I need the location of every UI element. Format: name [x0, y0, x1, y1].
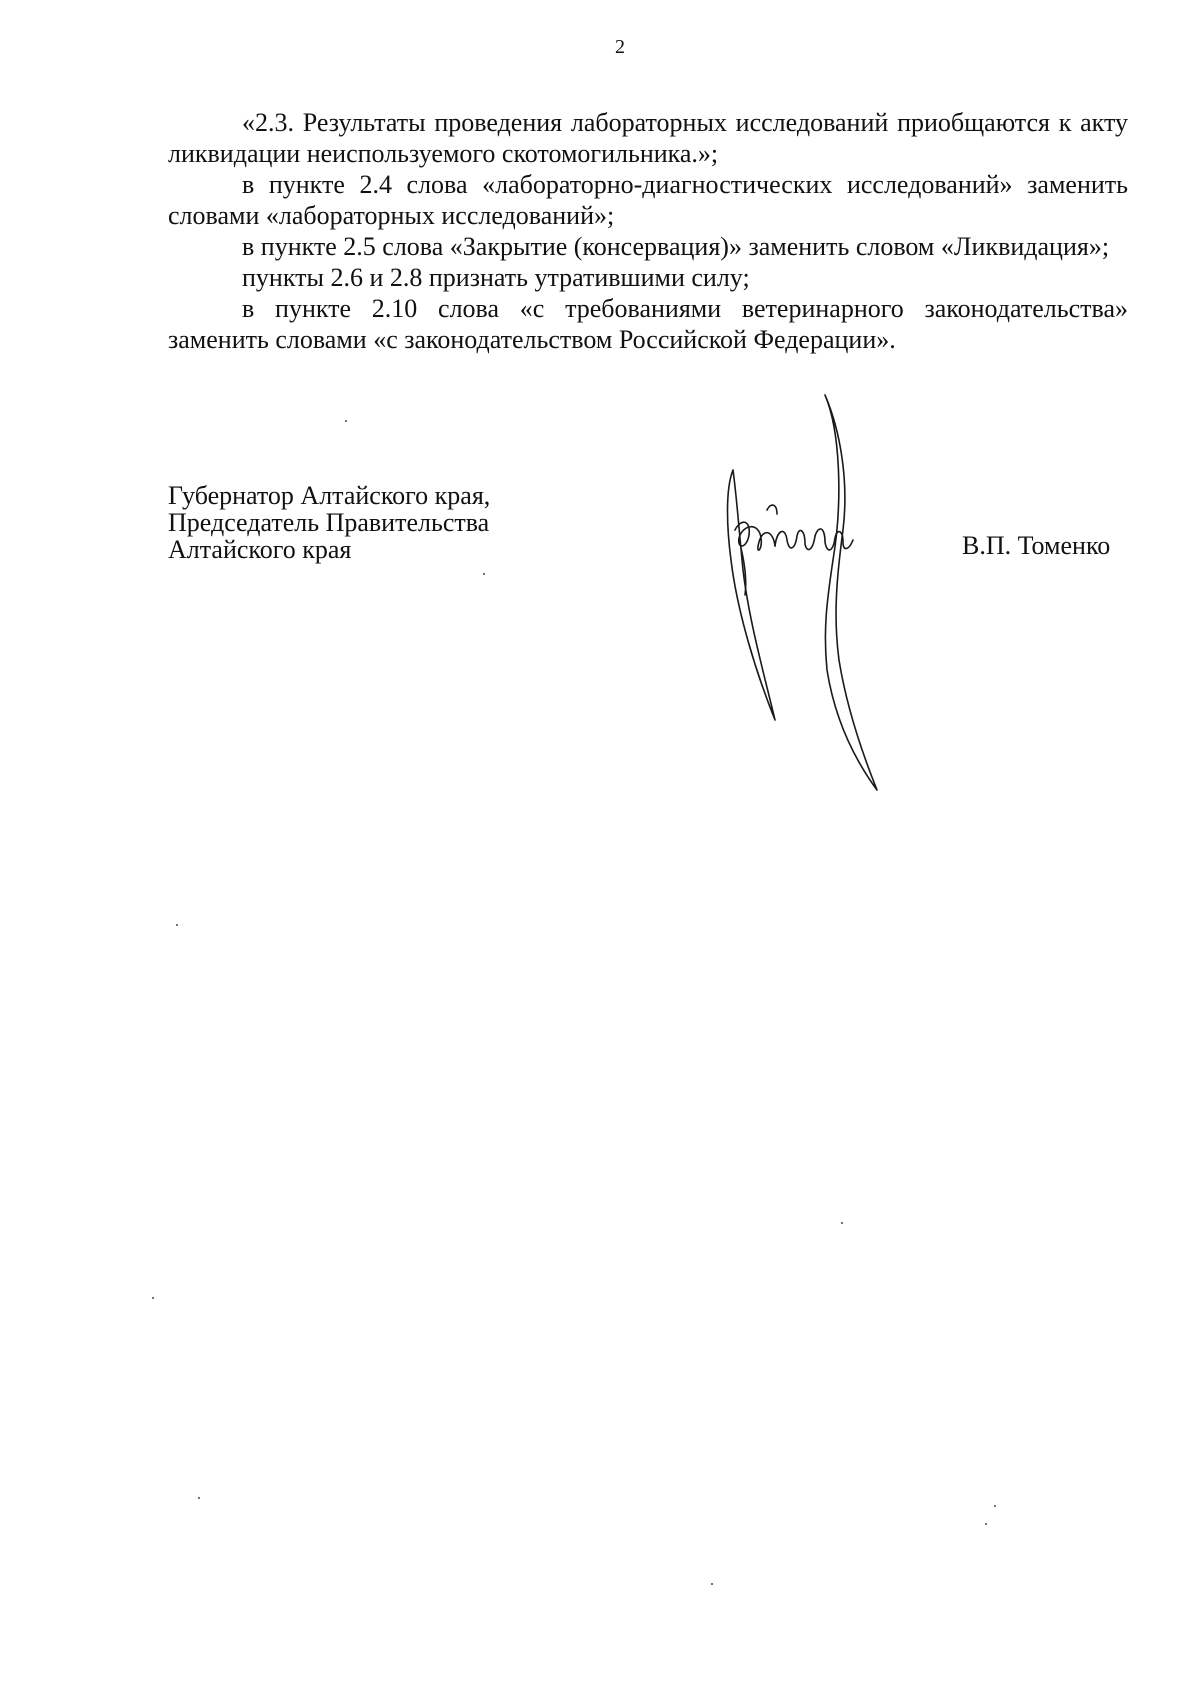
paragraph-2-6-2-8-amendment: пункты 2.6 и 2.8 признать утратившими силу;: [242, 263, 750, 292]
scan-speck: [711, 1583, 713, 1585]
paragraph-2-10-amendment: в пункте 2.10 слова «с требованиями ветеринарного законодательства» заменить словами «с законодательством Российской Федерации».: [168, 294, 1128, 354]
page-number: 2: [615, 36, 625, 58]
scan-speck: [198, 1497, 200, 1499]
paragraph-2-3: «2.3. Результаты проведения лабораторных исследований приобщаются к акту ликвидации неиспользуемого скотомогильника.»;: [168, 108, 1128, 168]
signatory-title: [168, 482, 490, 563]
signatory-title-line: Председатель Правительства: [168, 508, 490, 537]
scan-speck: [841, 1222, 843, 1224]
handwritten-signature: [715, 390, 935, 800]
scan-speck: [994, 1505, 996, 1507]
scan-speck: [985, 1523, 987, 1525]
signatory-title-line: Алтайского края: [168, 535, 352, 564]
scan-speck: [152, 1297, 154, 1299]
scan-speck: [483, 573, 485, 575]
paragraph-2-4-amendment: в пункте 2.4 слова «лабораторно-диагностических исследований» заменить словами «лабораторных исследований»;: [168, 170, 1128, 230]
signatory-name: В.П. Томенко: [962, 531, 1111, 560]
scan-speck: [176, 924, 178, 926]
amendment-text: [168, 107, 1128, 355]
signatory-title-line: Губернатор Алтайского края,: [168, 481, 491, 510]
scan-speck: [345, 420, 347, 422]
paragraph-2-5-amendment: в пункте 2.5 слова «Закрытие (консервация)» заменить словом «Ликвидация»;: [242, 232, 1110, 261]
